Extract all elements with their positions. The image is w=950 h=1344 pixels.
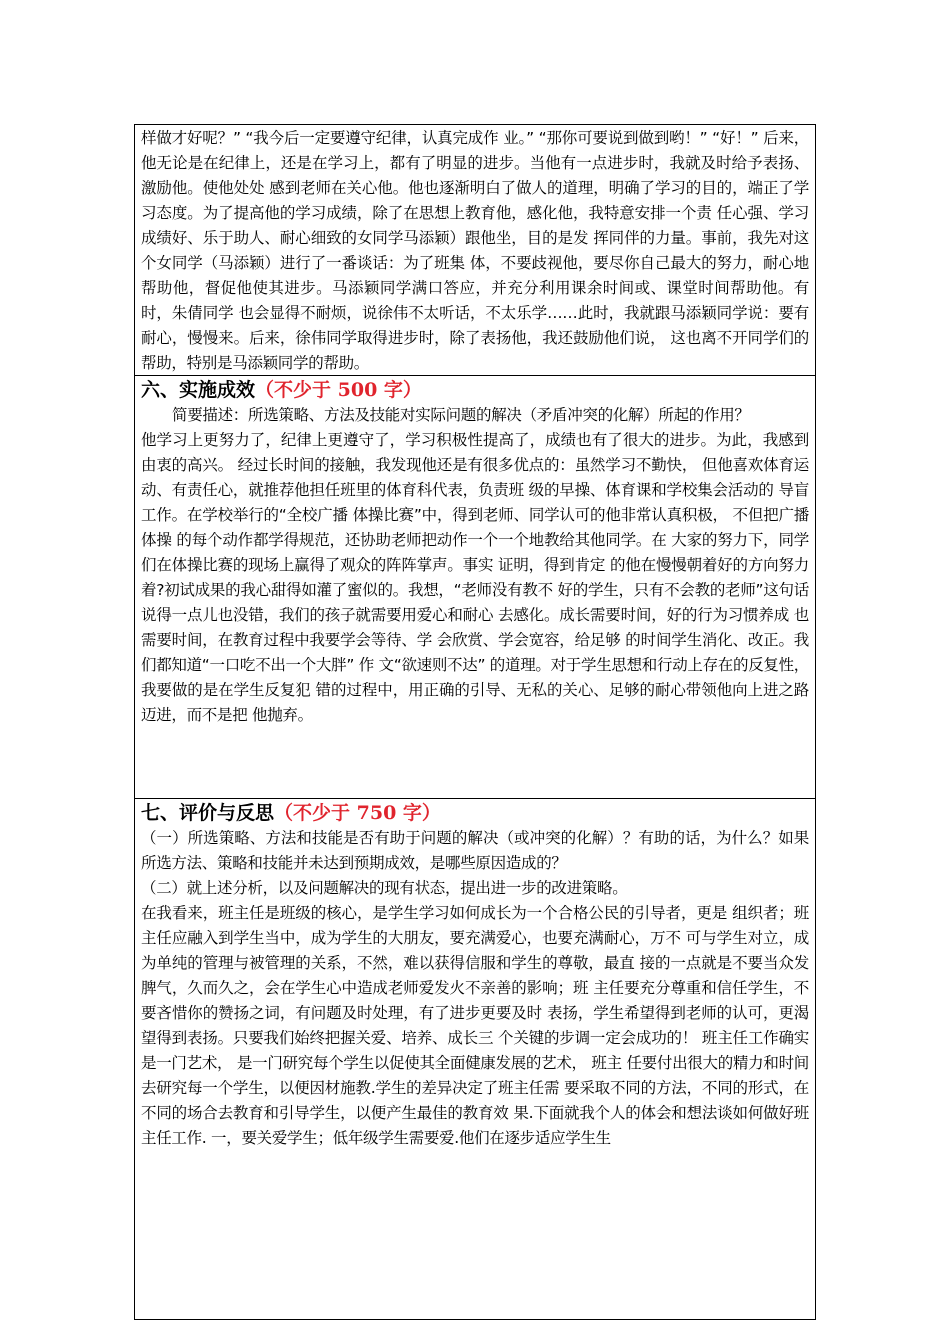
- section-7-prompt-2: （二）就上述分析，以及问题解决的现有状态，提出进一步的改进策略。: [141, 879, 628, 897]
- document-table: [134, 124, 816, 1320]
- section-6-heading: [141, 377, 809, 403]
- section-6-requirement: （不少于 500 字）: [255, 379, 422, 401]
- section-7-heading: [141, 800, 809, 826]
- previous-section-cell: [134, 124, 816, 375]
- section-7-requirement: （不少于 750 字）: [274, 802, 441, 824]
- previous-section-text: 样做才好呢？” “我今后一定要遵守纪律，认真完成作 业。” “那你可要说到做到哟！” “好！” 后来，他无论是在纪律上，还是在学习上，都有了明显的进步。当他有一点进步时，我就及时给予表扬、激励他。使他处处 感到老师在关心他。他也逐渐明白了做人的道理，明确了学习的目的，端正了学 习态度。为了提高他的学习成绩，除了在思想上教育他，感化他，我特意安排一个责 任心强、学习成绩好、乐于助人、耐心细致的女同学马添颖）跟他坐，目的是发 挥同伴的力量。事前，我先对这个女同学（马添颖）进行了一番谈话：为了班集 体，不要歧视他，要尽你自己最大的努力，耐心地帮助他，督促他使其进步。马添颖同学满口答应，并充分利用课余时间或、课堂时间帮助他。有时，朱倩同学 也会显得不耐烦，说徐伟不太听话，不太乐学……此时，我就跟马添颖同学说：要有耐心，慢慢来。后来，徐伟同学取得进步时，除了表扬他，我还鼓励他们说， 这也离不开同学们的帮助，特别是马添颖同学的帮助。: [141, 129, 809, 372]
- section-7-body: 在我看来，班主任是班级的核心，是学生学习如何成长为一个合格公民的引导者，更是 组织者；班主任应融入到学生当中，成为学生的大朋友，要充满爱心，也要充满耐心，万不 可与学生对立，成为单纯的管理与被管理的关系，不然，难以获得信服和学生的尊敬，最直 接的一点就是不要当众发脾气，久而久之，会在学生心中造成老师爱发火不亲善的影响；班 主任要充分尊重和信任学生，不要吝惜你的赞扬之词，有问题及时处理，有了进步更要及时 表扬，学生希望得到老师的认可，更渴望得到表扬。只要我们始终把握关爱、培养、成长三 个关键的步调一定会成功的！ 班主任工作确实是一门艺术， 是一门研究每个学生以促使其全面健康发展的艺术， 班主 任要付出很大的精力和时间去研究每一个学生，以便因材施教.学生的差异决定了班主任需 要采取不同的方法，不同的形式，在不同的场合去教育和引导学生，以便产生最佳的教育效 果.下面就我个人的体会和想法谈如何做好班主任工作. 一，要关爱学生；低年级学生需要爱.他们在逐步适应学生生: [141, 904, 809, 1147]
- section-7-cell: [134, 798, 816, 1320]
- section-6-title: 六、实施成效: [141, 379, 256, 401]
- section-7-title: 七、评价与反思: [141, 802, 275, 824]
- section-6-body: 他学习上更努力了，纪律上更遵守了，学习积极性提高了，成绩也有了很大的进步。为此，我感到由衷的高兴。 经过长时间的接触，我发现他还是有很多优点的：虽然学习不勤快， 但他喜欢体育运动、有责任心，就推荐他担任班里的体育科代表，负责班 级的早操、体育课和学校集会活动的 导盲工作。在学校举行的“全校广播 体操比赛”中，得到老师、同学认可的他非常认真积极， 不但把广播体操 的每个动作都学得规范，还协助老师把动作一个一个地教给其他同学。在 大家的努力下，同学们在体操比赛的现场上赢得了观众的阵阵掌声。事实 证明，得到肯定 的他在慢慢朝着好的方向努力着?初试成果的我心甜得如灌了蜜似的。我想，“老师没有教不 好的学生，只有不会教的老师”这句话说得一点儿也没错，我们的孩子就需要用爱心和耐心 去感化。成长需要时间，好的行为习惯养成 也需要时间，在教育过程中我要学会等待、学 会欣赏、学会宽容，给足够 的时间学生消化、改正。我们都知道“一口吃不出一个大胖” 作 文“欲速则不达” 的道理。对于学生思想和行动上存在的反复性，我要做的是在学生反复犯 错的过程中，用正确的引导、无私的关心、足够的耐心带领他向上进之路 迈进，而不是把 他抛弃。: [141, 431, 810, 724]
- section-7-prompt-1: （一）所选策略、方法和技能是否有助于问题的解决（或冲突的化解）？有助的话，为什么？如果所选方法、策略和技能并未达到预期成效，是哪些原因造成的？: [141, 829, 809, 872]
- section-6-cell: [134, 375, 816, 798]
- section-6-prompt: 简要描述：所选策略、方法及技能对实际问题的解决（矛盾冲突的化解）所起的作用？: [172, 406, 750, 424]
